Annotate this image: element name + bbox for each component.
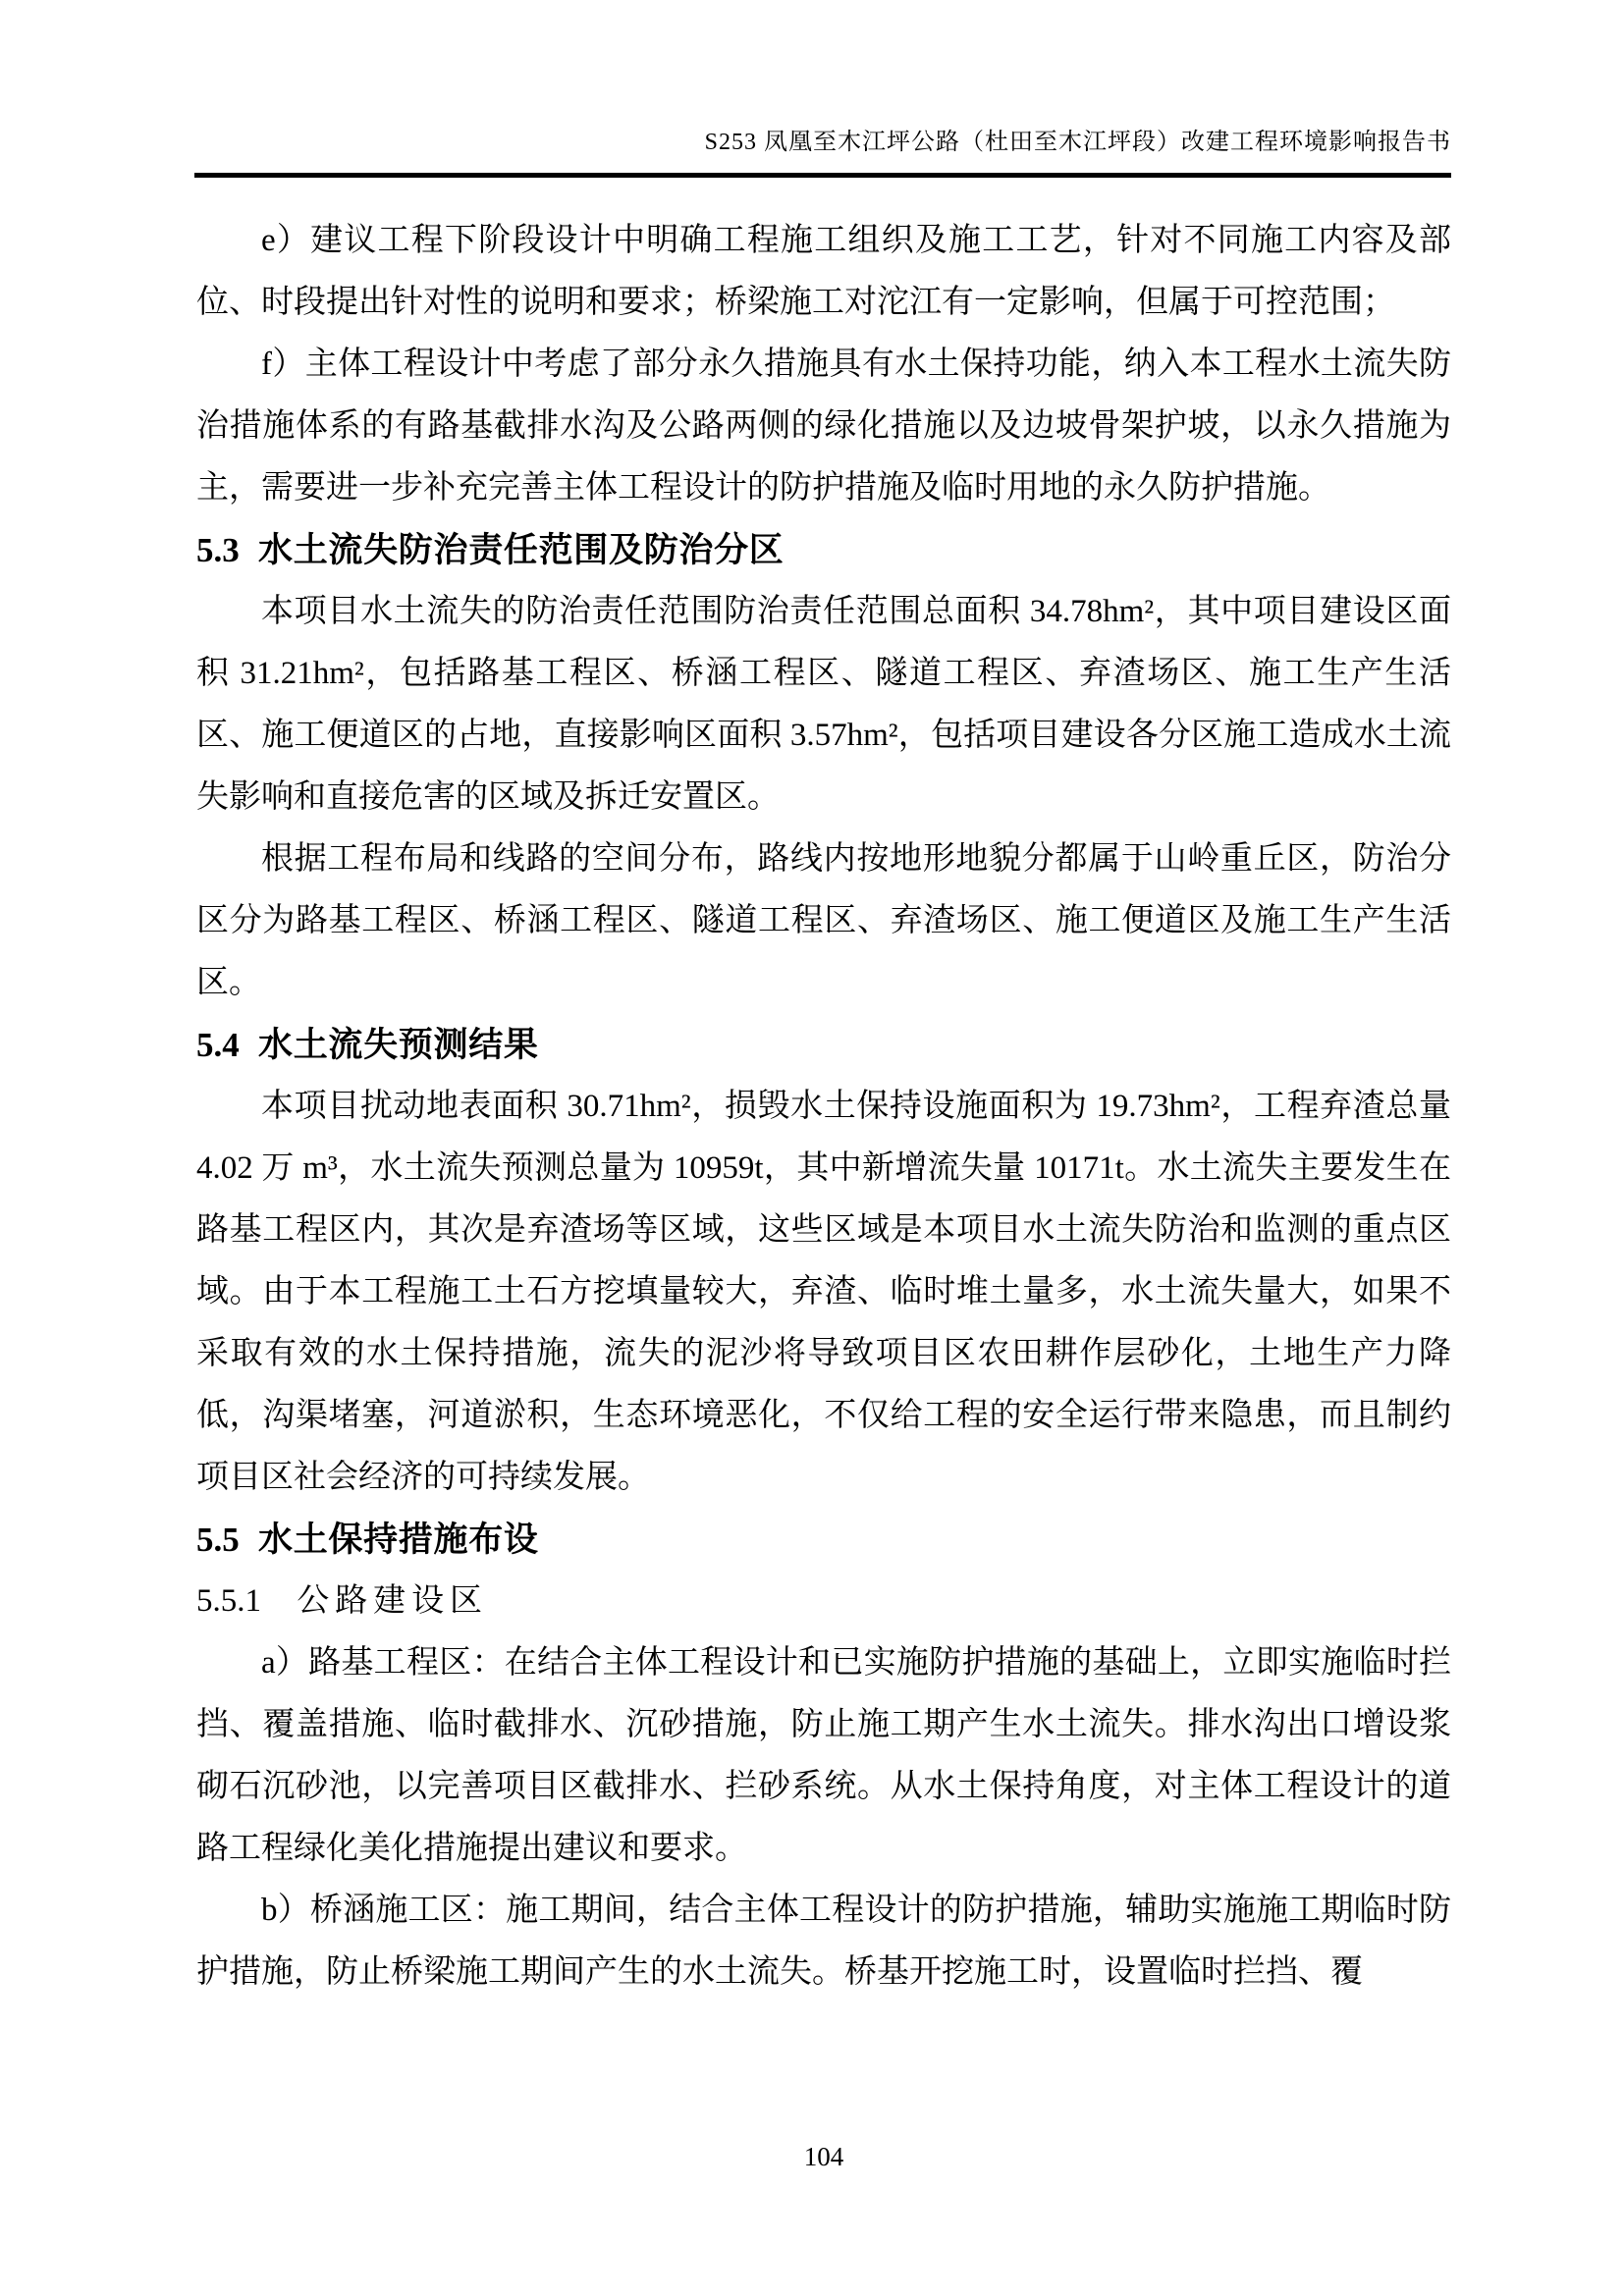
heading-5-3-title: 水土流失防治责任范围及防治分区	[258, 531, 785, 569]
header-rule-divider	[194, 173, 1451, 178]
heading-5-4-number: 5.4	[196, 1026, 240, 1064]
para-f: f）主体工程设计中考虑了部分永久措施具有水土保持功能，纳入本工程水土流失防治措施体系的有路基截排水沟及公路两侧的绿化措施以及边坡骨架护坡，以永久措施为主，需要进一步补充完善主体工程设计的防护措施及临时用地的永久防护措施。	[196, 347, 1451, 506]
para-responsibility-scope: 本项目水土流失的防治责任范围防治责任范围总面积 34.78hm²，其中项目建设区面积 31.21hm²，包括路基工程区、桥涵工程区、隧道工程区、弃渣场区、施工生产生活区、施工便道区的占地，直接影响区面积 3.57hm²，包括项目建设各分区施工造成水土流失影响和直接危害的区域及拆迁安置区。	[196, 594, 1451, 815]
heading-5-5-1	[196, 1571, 1451, 1632]
heading-5-3	[196, 519, 1451, 581]
heading-5-3-number: 5.3	[196, 531, 240, 569]
para-e: e）建议工程下阶段设计中明确工程施工组织及施工工艺，针对不同施工内容及部位、时段提出针对性的说明和要求；桥梁施工对沱江有一定影响，但属于可控范围；	[196, 223, 1451, 320]
para-prediction-results: 本项目扰动地表面积 30.71hm²，损毁水土保持设施面积为 19.73hm²，工程弃渣总量 4.02 万 m³，水土流失预测总量为 10959t，其中新增流失量 10171t。水土流失主要发生在路基工程区内，其次是弃渣场等区域，这些区域是本项目水土流失防治和监测的重点区域。由于本工程施工土石方挖填量较大，弃渣、临时堆土量多，水土流失量大，如果不采取有效的水土保持措施，流失的泥沙将导致项目区农田耕作层砂化，土地生产力降低，沟渠堵塞，河道淤积，生态环境恶化，不仅给工程的安全运行带来隐患，而且制约项目区社会经济的可持续发展。	[196, 1089, 1451, 1495]
para-roadbed-area: a）路基工程区：在结合主体工程设计和已实施防护措施的基础上，立即实施临时拦挡、覆盖措施、临时截排水、沉砂措施，防止施工期产生水土流失。排水沟出口增设浆砌石沉砂池，以完善项目区截排水、拦砂系统。从水土保持角度，对主体工程设计的道路工程绿化美化措施提出建议和要求。	[196, 1645, 1451, 1866]
heading-5-4-title: 水土流失预测结果	[258, 1026, 539, 1064]
para-bridge-culvert-area: b）桥涵施工区：施工期间，结合主体工程设计的防护措施，辅助实施施工期临时防护措施，防止桥梁施工期间产生的水土流失。桥基开挖施工时，设置临时拦挡、覆	[196, 1893, 1451, 1990]
heading-5-5-number: 5.5	[196, 1521, 240, 1559]
heading-5-4	[196, 1014, 1451, 1076]
page-content	[196, 210, 1451, 2003]
heading-5-5	[196, 1509, 1451, 1571]
running-header: S253 凤凰至木江坪公路（杜田至木江坪段）改建工程环境影响报告书	[704, 130, 1451, 155]
heading-5-5-1-title: 公路建设区	[297, 1583, 488, 1619]
para-zoning: 根据工程布局和线路的空间分布，路线内按地形地貌分都属于山岭重丘区，防治分区分为路基工程区、桥涵工程区、隧道工程区、弃渣场区、施工便道区及施工生产生活区。	[196, 841, 1451, 1000]
heading-5-5-title: 水土保持措施布设	[258, 1521, 539, 1559]
page-number: 104	[803, 2142, 844, 2171]
heading-5-5-1-number: 5.5.1	[196, 1583, 261, 1619]
